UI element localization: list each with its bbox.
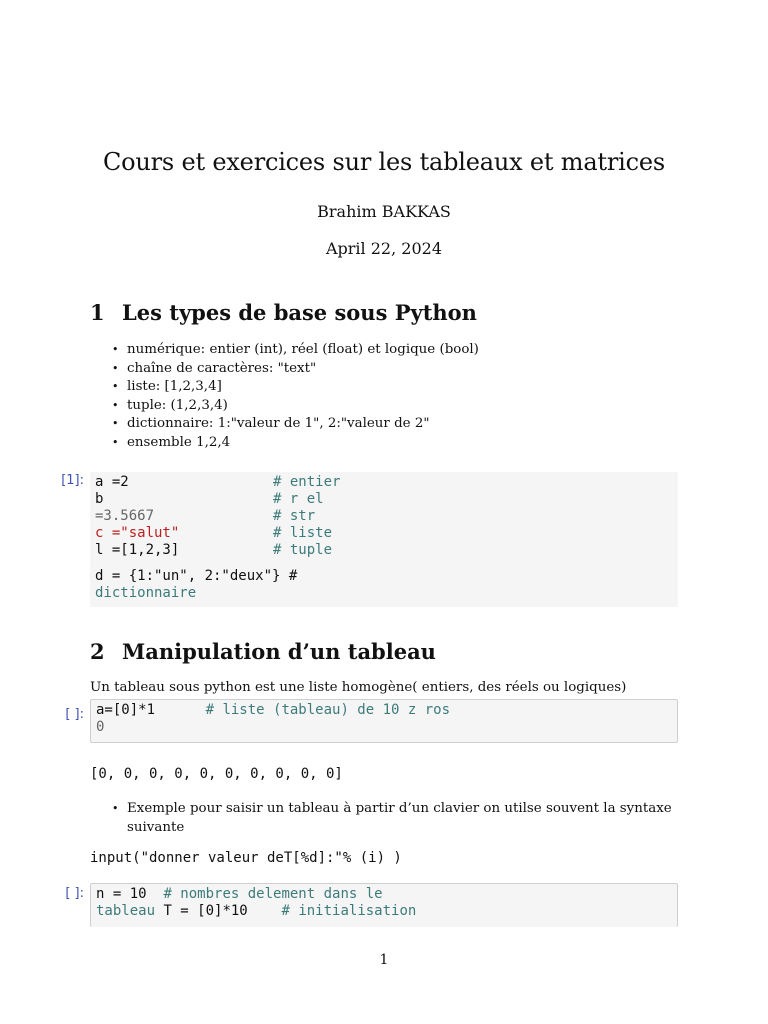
code-comment: # initialisation — [281, 903, 417, 919]
code-line — [96, 903, 672, 920]
list-item: • ensemble 1,2,4 — [112, 434, 672, 453]
input-syntax: input("donner valeur deT[%d]:"% (i) ) — [90, 850, 402, 866]
code-comment: # nombres delement dans le — [163, 886, 383, 902]
section-2-heading — [90, 639, 436, 664]
section-title: Manipulation d’un tableau — [122, 639, 436, 664]
code-text: a =2 — [95, 474, 129, 490]
code-comment: # r el — [273, 491, 324, 507]
list-item: • chaîne de caractères: "text" — [112, 360, 672, 379]
list-item: • dictionnaire: 1:"valeur de 1", 2:"valeur de 2" — [112, 415, 672, 434]
section-1-heading — [90, 300, 477, 325]
section-number: 2 — [90, 639, 105, 664]
code-comment: tableau — [96, 903, 156, 919]
code-line — [95, 491, 673, 508]
code-text: T = [0]*10 — [163, 903, 248, 919]
types-list — [112, 341, 672, 452]
code-text: =3.5667 — [95, 508, 155, 524]
list-item: • Exemple pour saisir un tableau à partir d’un clavier on utilse souvent la syntaxe suivante — [112, 799, 672, 837]
code-text: a=[0]*1 — [96, 702, 156, 718]
list-item: • liste: [1,2,3,4] — [112, 378, 672, 397]
code-line — [95, 542, 673, 559]
code-comment: # tuple — [273, 542, 333, 558]
code-cell-1[interactable] — [90, 472, 678, 607]
cell-prompt: [1]: — [61, 473, 84, 488]
section-title: Les types de base sous Python — [122, 300, 477, 325]
code-line: d = {1:"un", 2:"deux"} # — [95, 568, 298, 584]
cell-prompt: [ ]: — [65, 707, 84, 722]
document-author: Brahim BAKKAS — [317, 202, 451, 221]
clipped-line — [95, 559, 673, 568]
list-item: • numérique: entier (int), réel (float) et logique (bool) — [112, 341, 672, 360]
code-comment: # liste — [273, 525, 333, 541]
cell-output: [0, 0, 0, 0, 0, 0, 0, 0, 0, 0] — [90, 766, 343, 782]
code-cell-3[interactable] — [90, 883, 678, 927]
code-line: dictionnaire — [95, 585, 197, 601]
code-comment: # str — [273, 508, 316, 524]
code-line — [96, 886, 672, 903]
code-line — [96, 702, 672, 719]
code-text: c ="salut" — [95, 525, 180, 541]
code-line — [95, 525, 673, 542]
section-number: 1 — [90, 300, 105, 325]
code-comment: # liste (tableau) de 10 z ros — [205, 702, 451, 718]
code-line — [95, 474, 673, 491]
list-item: • tuple: (1,2,3,4) — [112, 397, 672, 416]
code-line: 0 — [96, 719, 105, 735]
code-text: n = 10 — [96, 886, 147, 902]
document-title: Cours et exercices sur les tableaux et matrices — [102, 148, 665, 176]
page-number: 1 — [379, 952, 389, 968]
cell-prompt: [ ]: — [65, 886, 84, 901]
code-comment: # entier — [273, 474, 341, 490]
example-list — [112, 799, 672, 837]
paragraph: Un tableau sous python est une liste homogène( entiers, des réels ou logiques) — [90, 680, 627, 695]
document-date: April 22, 2024 — [325, 239, 442, 258]
code-text: b — [95, 491, 104, 507]
code-line — [95, 508, 673, 525]
code-cell-2[interactable] — [90, 699, 678, 743]
code-text: l =[1,2,3] — [95, 542, 180, 558]
